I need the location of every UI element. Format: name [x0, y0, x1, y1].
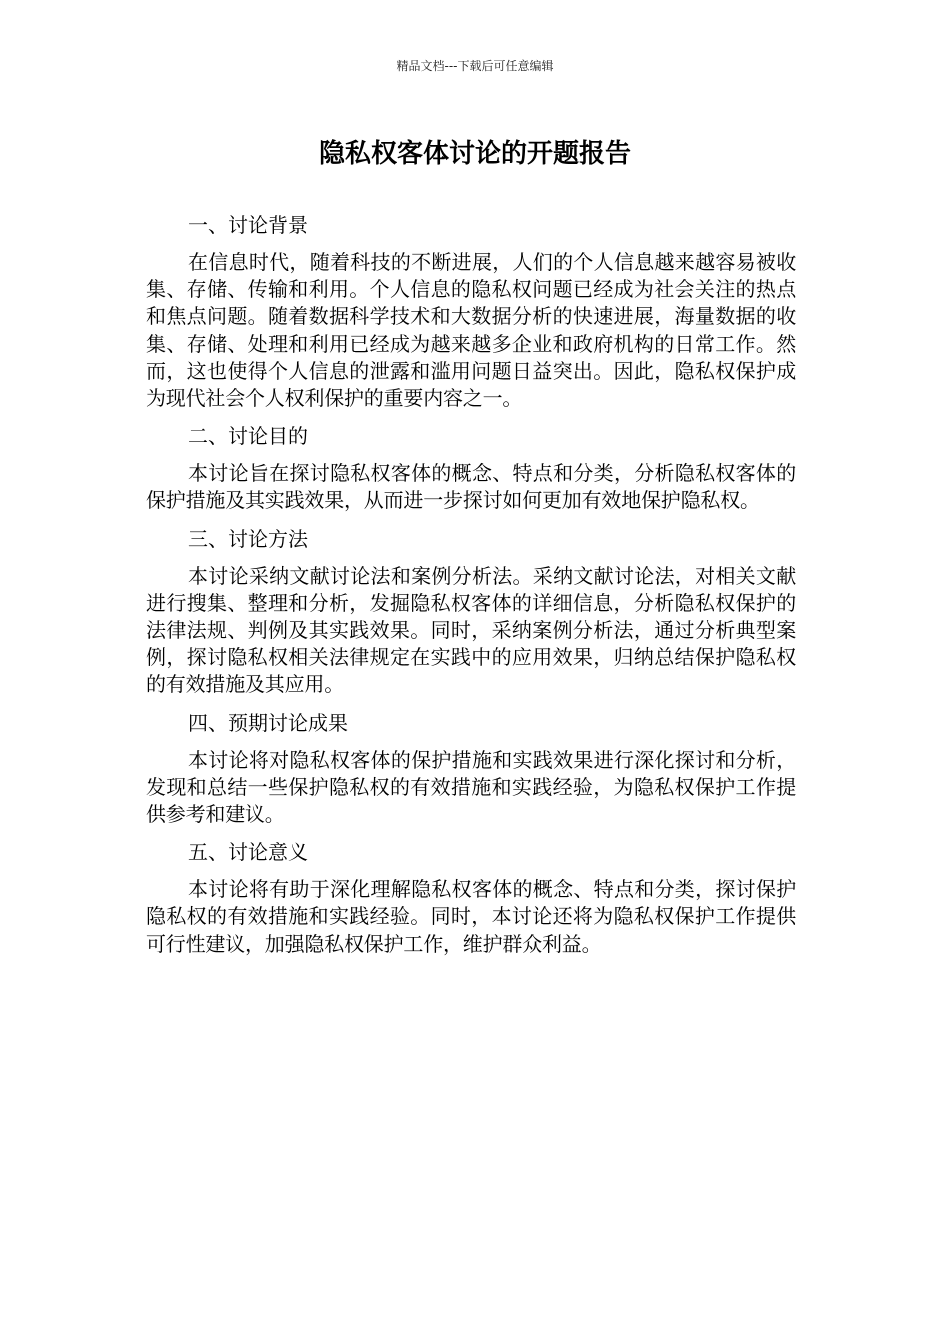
- section-heading-method: 三、讨论方法: [188, 526, 308, 551]
- section-paragraph-significance: 本讨论将有助于深化理解隐私权客体的概念、特点和分类，探讨保护隐私权的有效措施和实践经验。同时，本讨论还将为隐私权保护工作提供可行性建议，加强隐私权保护工作，维护群众利益。: [146, 877, 796, 956]
- section-heading-expected-results: 四、预期讨论成果: [188, 710, 348, 735]
- section-heading-significance: 五、讨论意义: [188, 840, 308, 865]
- section-paragraph-background: 在信息时代，随着科技的不断进展，人们的个人信息越来越容易被收集、存储、传输和利用。个人信息的隐私权问题已经成为社会关注的热点和焦点问题。随着数据科学技术和大数据分析的快速进展，海量数据的收集、存储、处理和利用已经成为越来越多企业和政府机构的日常工作。然而，这也使得个人信息的泄露和滥用问题日益突出。因此，隐私权保护成为现代社会个人权利保护的重要内容之一。: [146, 250, 796, 411]
- section-heading-purpose: 二、讨论目的: [188, 424, 308, 449]
- section-paragraph-purpose: 本讨论旨在探讨隐私权客体的概念、特点和分类，分析隐私权客体的保护措施及其实践效果，从而进一步探讨如何更加有效地保护隐私权。: [146, 461, 796, 513]
- header-note: 精品文档---下载后可任意编辑: [396, 59, 554, 73]
- section-paragraph-expected-results: 本讨论将对隐私权客体的保护措施和实践效果进行深化探讨和分析，发现和总结一些保护隐私权的有效措施和实践经验，为隐私权保护工作提供参考和建议。: [146, 747, 796, 827]
- section-paragraph-method: 本讨论采纳文献讨论法和案例分析法。采纳文献讨论法，对相关文献进行搜集、整理和分析，发掘隐私权客体的详细信息，分析隐私权保护的法律法规、判例及其实践效果。同时，采纳案例分析法，通过分析典型案例，探讨隐私权相关法律规定在实践中的应用效果，归纳总结保护隐私权的有效措施及其应用。: [146, 563, 796, 697]
- section-heading-background: 一、讨论背景: [188, 213, 308, 237]
- document-title: 隐私权客体讨论的开题报告: [318, 139, 631, 169]
- document-body: [146, 212, 796, 969]
